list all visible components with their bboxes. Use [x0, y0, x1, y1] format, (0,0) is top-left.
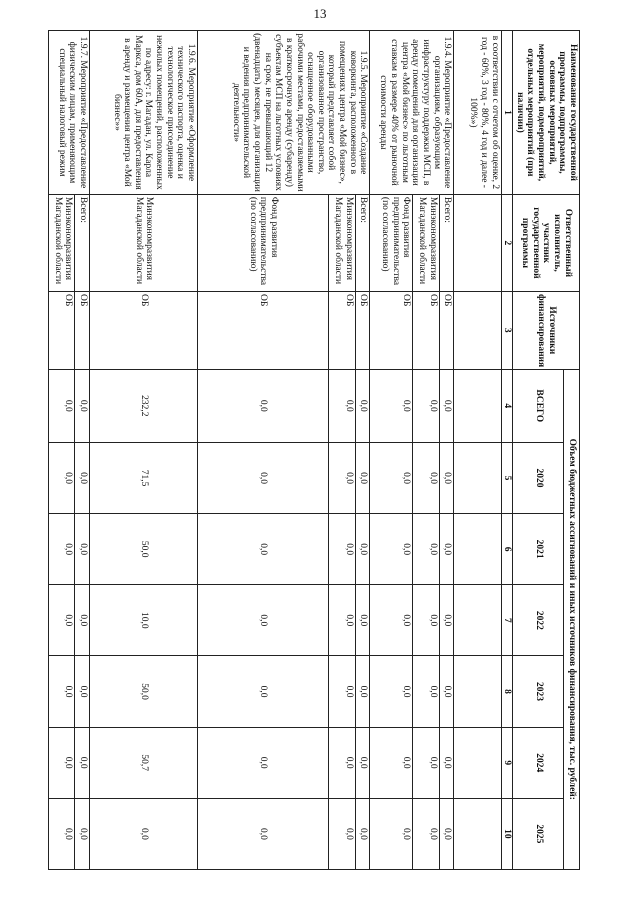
value-cell: 0,0	[355, 442, 370, 513]
value-cell: 50,0	[90, 656, 198, 727]
value-cell: 0,0	[75, 656, 90, 727]
header-year: 2025	[513, 798, 564, 869]
value-cell: 0,0	[439, 369, 454, 442]
value-cell: 0,0	[329, 442, 355, 513]
value-cell: 0,0	[355, 798, 370, 869]
value-cell: 0,0	[49, 798, 75, 869]
value-cell: 50,7	[90, 727, 198, 798]
value-cell: 0,0	[90, 798, 198, 869]
value-cell: 50,0	[90, 514, 198, 585]
value-cell: 0,0	[75, 585, 90, 656]
value-cell: 0,0	[329, 514, 355, 585]
value-cell: 0,0	[439, 656, 454, 727]
value-cell: 0,0	[439, 727, 454, 798]
value-cell: 10,0	[90, 585, 198, 656]
value-cell: 0,0	[413, 798, 439, 869]
value-cell: 0,0	[197, 798, 329, 869]
value-cell: 0,0	[329, 585, 355, 656]
source-cell: ОБ	[413, 291, 439, 369]
header-year: ВСЕГО	[513, 369, 564, 442]
value-cell: 0,0	[355, 727, 370, 798]
column-index: 8	[501, 656, 513, 727]
column-index: 6	[501, 514, 513, 585]
value-cell: 0,0	[197, 656, 329, 727]
executor-cell: Всего:	[75, 194, 90, 291]
value-cell: 0,0	[355, 514, 370, 585]
value-cell: 0,0	[49, 656, 75, 727]
executor-cell: Минэкономразвития Магаданской области	[49, 194, 75, 291]
value-cell: 71,5	[90, 442, 198, 513]
executor-cell: Фонд развития предпринимательства (по согласованию)	[197, 194, 329, 291]
financing-table	[48, 30, 580, 870]
executor-cell: Минэкономразвития Магаданской области	[90, 194, 198, 291]
executor-cell: Всего:	[355, 194, 370, 291]
value-cell: 0,0	[439, 514, 454, 585]
header-source: Источники финансирования	[513, 291, 580, 369]
value-cell: 232,2	[90, 369, 198, 442]
value-cell: 0,0	[75, 514, 90, 585]
value-cell: 0,0	[370, 656, 413, 727]
header-year: 2024	[513, 727, 564, 798]
source-cell: ОБ	[90, 291, 198, 369]
value-cell: 0,0	[49, 727, 75, 798]
executor-cell: Всего:	[439, 194, 454, 291]
value-cell: 0,0	[355, 656, 370, 727]
value-cell: 0,0	[75, 727, 90, 798]
value-cell: 0,0	[197, 369, 329, 442]
executor-cell: Минэкономразвития Магаданской области	[413, 194, 439, 291]
value-cell: 0,0	[355, 369, 370, 442]
column-index: 5	[501, 442, 513, 513]
source-cell: ОБ	[75, 291, 90, 369]
value-cell: 0,0	[413, 442, 439, 513]
page-number: 13	[313, 6, 327, 21]
value-cell: 0,0	[75, 798, 90, 869]
value-cell: 0,0	[439, 798, 454, 869]
column-index: 1	[501, 31, 513, 195]
column-index: 2	[501, 194, 513, 291]
value-cell: 0,0	[370, 585, 413, 656]
source-cell: ОБ	[49, 291, 75, 369]
activity-name: 1.9.5. Мероприятие «Создание коворкинга, расположенного в помещениях центра «Мой бизнес», который представляет собой организованное пространство, оснащенное оборудованными рабочими местами, предоставляемыми в краткосрочную аренду (субаренду) субъектам МСП на льготных условиях на срок, не превышающий 12 (двенадцать) месяцев, для организации и ведения предпринимательской деятельности»	[197, 31, 369, 195]
value-cell: 0,0	[197, 442, 329, 513]
value-cell: 0,0	[329, 369, 355, 442]
header-year: 2022	[513, 585, 564, 656]
value-cell: 0,0	[75, 442, 90, 513]
column-index: 7	[501, 585, 513, 656]
value-cell: 0,0	[370, 369, 413, 442]
header-year: 2021	[513, 514, 564, 585]
value-cell: 0,0	[329, 798, 355, 869]
value-cell: 0,0	[439, 585, 454, 656]
column-index: 4	[501, 369, 513, 442]
value-cell: 0,0	[329, 656, 355, 727]
header-year: 2020	[513, 442, 564, 513]
header-volume: Объем бюджетных ассигнований и иных источников финансирования, тыс. рублей:	[564, 369, 580, 869]
value-cell: 0,0	[49, 369, 75, 442]
value-cell: 0,0	[370, 727, 413, 798]
value-cell: 0,0	[413, 369, 439, 442]
value-cell: 0,0	[413, 514, 439, 585]
value-cell: 0,0	[370, 514, 413, 585]
value-cell: 0,0	[413, 585, 439, 656]
value-cell: 0,0	[49, 514, 75, 585]
value-cell: 0,0	[413, 656, 439, 727]
value-cell: 0,0	[329, 727, 355, 798]
source-cell: ОБ	[355, 291, 370, 369]
header-name: Наименование государственной программы, подпрограммы, основных мероприятий, мероприятий, подмероприятий, отдельных мероприятий (при наличии)	[513, 31, 580, 195]
source-cell: ОБ	[197, 291, 329, 369]
column-index: 10	[501, 798, 513, 869]
value-cell: 0,0	[197, 514, 329, 585]
value-cell: 0,0	[49, 442, 75, 513]
value-cell: 0,0	[197, 727, 329, 798]
value-cell: 0,0	[413, 727, 439, 798]
value-cell: 0,0	[370, 798, 413, 869]
column-index: 9	[501, 727, 513, 798]
source-cell: ОБ	[329, 291, 355, 369]
value-cell: 0,0	[439, 442, 454, 513]
executor-cell: Фонд развития предпринимательства (по согласованию)	[370, 194, 413, 291]
value-cell: 0,0	[355, 585, 370, 656]
value-cell: 0,0	[75, 369, 90, 442]
header-executor: Ответственный исполнитель, участник государственной программы	[513, 194, 580, 291]
activity-name: 1.9.6. Мероприятие «Оформление технического паспорта, оценка и технологическое присоединение нежилых помещений, расположенных по адресу: г. Магадан, ул. Карла Маркса, дом 60А, для предоставления в аренду и размещения центра «Мой бизнес»»	[90, 31, 198, 195]
activity-name: 1.9.7. Мероприятие «Предоставление физическим лицам, применяющим специальный налоговый режим	[49, 31, 90, 195]
source-cell: ОБ	[370, 291, 413, 369]
column-index: 3	[501, 291, 513, 369]
value-cell: 0,0	[370, 442, 413, 513]
header-year: 2023	[513, 656, 564, 727]
activity-name: 1.9.4. Мероприятие «Предоставление организациям, образующим инфраструктуру поддержки МСП, в аренду помещений для организации центра «Мой бизнес» по льготным ставкам в размере 40% от рыночной стоимости аренды	[370, 31, 454, 195]
value-cell: 0,0	[197, 585, 329, 656]
value-cell: 0,0	[49, 585, 75, 656]
rotated-table-stage	[52, 30, 580, 870]
activity-name: в соответствии с отчетом об оценке, 2 год - 60%, 3 год - 80%, 4 год и далее - 100%»)	[454, 31, 501, 195]
source-cell: ОБ	[439, 291, 454, 369]
executor-cell: Минэкономразвития Магаданской области	[329, 194, 355, 291]
